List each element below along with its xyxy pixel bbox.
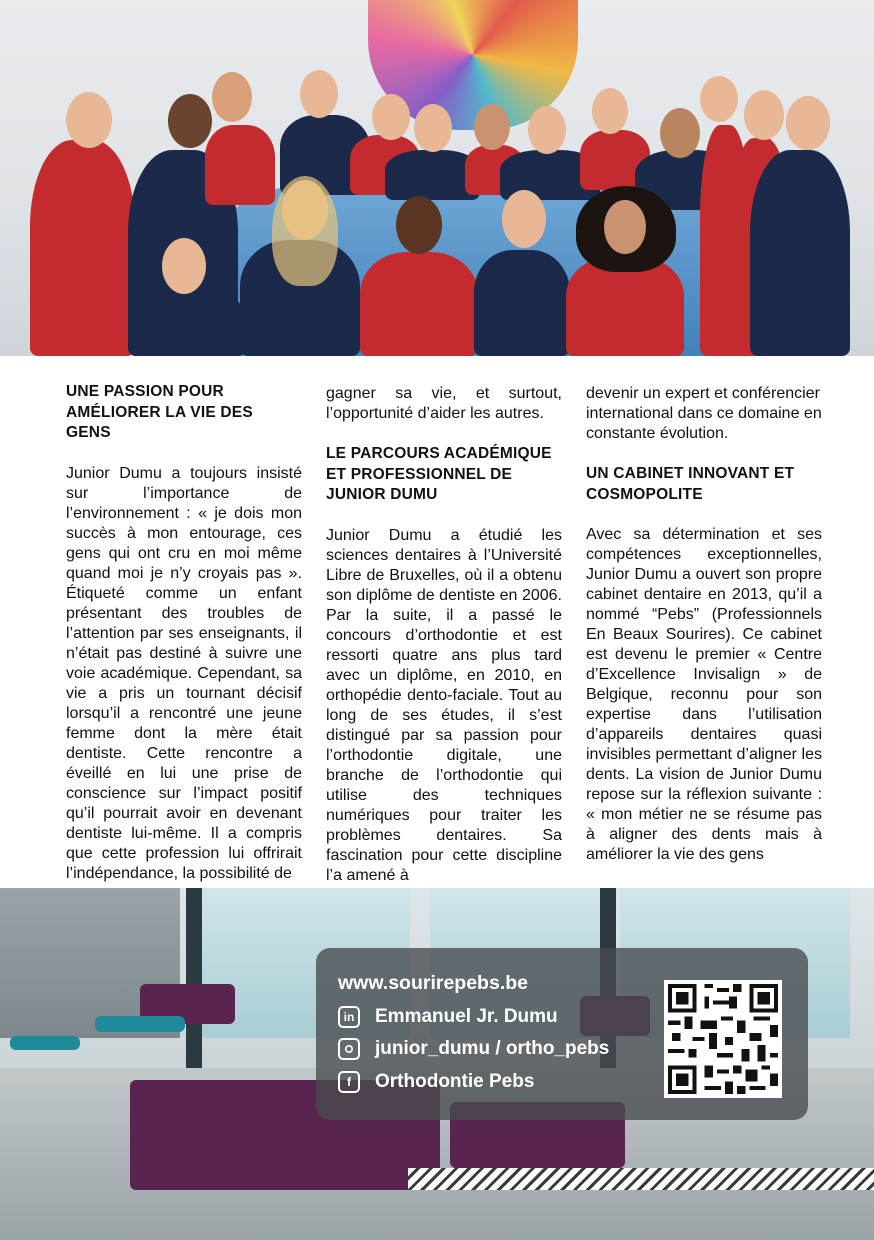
- linkedin-label: Emmanuel Jr. Dumu: [375, 1006, 558, 1027]
- paragraph-cabinet: Avec sa détermination et ses compétences exceptionnelles, Junior Dumu a ouvert son propre cabinet dentaire en 2013, qu’il a nommé “Pebs” (Professionnels En Beaux Sourires). Ce cabinet est devenu le premier « Centre d’Excellence Invisalign » de Belgique, reconnu pour son expertise dans l’utilisation d’appareils dentaires quasi invisibles permettant d’aligner les dents. La vision de Junior Dumu repose sur la réflexion suivante : « mon métier ne se résume pas à aligner des dents mais à améliorer la vie des gens: [586, 526, 822, 863]
- team-member-face: [372, 94, 410, 140]
- team-member-face: [604, 200, 646, 254]
- team-member-face: [474, 104, 510, 150]
- paragraph-parcours: Junior Dumu a étudié les sciences dentaires à l’Université Libre de Bruxelles, où il a obtenu son diplôme de dentiste en 2006. Par la suite, il a passé le concours d’orthodontie et est ressorti quatre ans plus tard avec un diplôme, en 2010, en orthopédie dento-faciale. Tout au long de ses études, il s’est distingué par sa passion pour l’orthodontie digitale, une branche de l’orthodontie qui utilise des techniques numériques pour traiter les problèmes dentaires. Sa fascination pour cette discipline l’a amené à: [326, 526, 562, 884]
- linkedin-icon: in: [338, 1006, 360, 1028]
- team-member-face: [66, 92, 112, 148]
- paragraph-continuation: gagner sa vie, et surtout, l’opportunité d’aider les autres.: [326, 385, 562, 422]
- team-member-face: [168, 94, 212, 148]
- team-member-face: [700, 76, 738, 122]
- team-member: [205, 125, 275, 205]
- instagram-label: junior_dumu / ortho_pebs: [375, 1038, 610, 1059]
- team-member: [128, 290, 246, 356]
- contact-card: [316, 948, 808, 1120]
- facebook-link[interactable]: [338, 1071, 534, 1093]
- team-member-face: [212, 72, 252, 122]
- team-member-face: [300, 70, 338, 118]
- team-member: [474, 250, 570, 356]
- team-member-face: [786, 96, 830, 150]
- team-member-face: [744, 90, 784, 140]
- bench: [10, 1036, 80, 1050]
- team-member-face: [502, 190, 546, 248]
- facebook-icon: f: [338, 1071, 360, 1093]
- section-heading-cabinet: UN CABINET INNOVANT ET COSMOPOLITE: [586, 465, 795, 503]
- pillar: [186, 888, 202, 1078]
- section-heading-passion: UNE PASSION POUR AMÉLIORER LA VIE DES GENS: [66, 383, 253, 441]
- team-member-hair: [272, 176, 338, 286]
- team-member: [750, 150, 850, 356]
- bench: [95, 1016, 185, 1032]
- team-photo: [0, 0, 874, 356]
- article: [0, 356, 874, 888]
- column-1: [66, 382, 302, 884]
- team-member-face: [162, 238, 206, 294]
- team-member-face: [396, 196, 442, 254]
- section-heading-parcours: LE PARCOURS ACADÉMIQUE ET PROFESSIONNEL DE JUNIOR DUMU: [326, 445, 552, 503]
- team-member-face: [592, 88, 628, 134]
- paragraph-passion: Junior Dumu a toujours insisté sur l’importance de l’environnement : « je dois mon succès à mon entourage, ces gens qui ont cru en moi même quand moi je n’y croyais pas ». Étiqueté comme un enfant présentant des troubles de l’attention par ses enseignants, il n’était pas destiné à suivre une voie académique. Cependant, sa vie a pris un tournant décisif lorsqu’il a rencontré une jeune femme dont la mère était dentiste. Cette rencontre a éveillé en lui une prise de conscience sur l’impact positif qu’il pourrait avoir en devenant dentiste lui-même. Il a compris que cette profession lui offrirait l’indépendance, la possibilité de: [66, 464, 302, 882]
- decorative-pattern-band: [408, 1168, 874, 1190]
- linkedin-link[interactable]: [338, 1006, 558, 1028]
- instagram-link[interactable]: [338, 1038, 609, 1060]
- column-3: [586, 384, 822, 865]
- qr-code[interactable]: [664, 980, 782, 1098]
- paragraph-continuation: devenir un expert et conférencier international dans ce domaine en constante évolution.: [586, 385, 822, 442]
- team-member-face: [528, 106, 566, 154]
- team-member: [30, 140, 135, 356]
- team-member: [360, 252, 478, 356]
- column-2: [326, 384, 562, 886]
- instagram-icon: [338, 1038, 360, 1060]
- facebook-label: Orthodontie Pebs: [375, 1071, 535, 1092]
- website-link[interactable]: www.sourirepebs.be: [338, 972, 528, 994]
- team-member-face: [660, 108, 700, 158]
- team-member-face: [414, 104, 452, 152]
